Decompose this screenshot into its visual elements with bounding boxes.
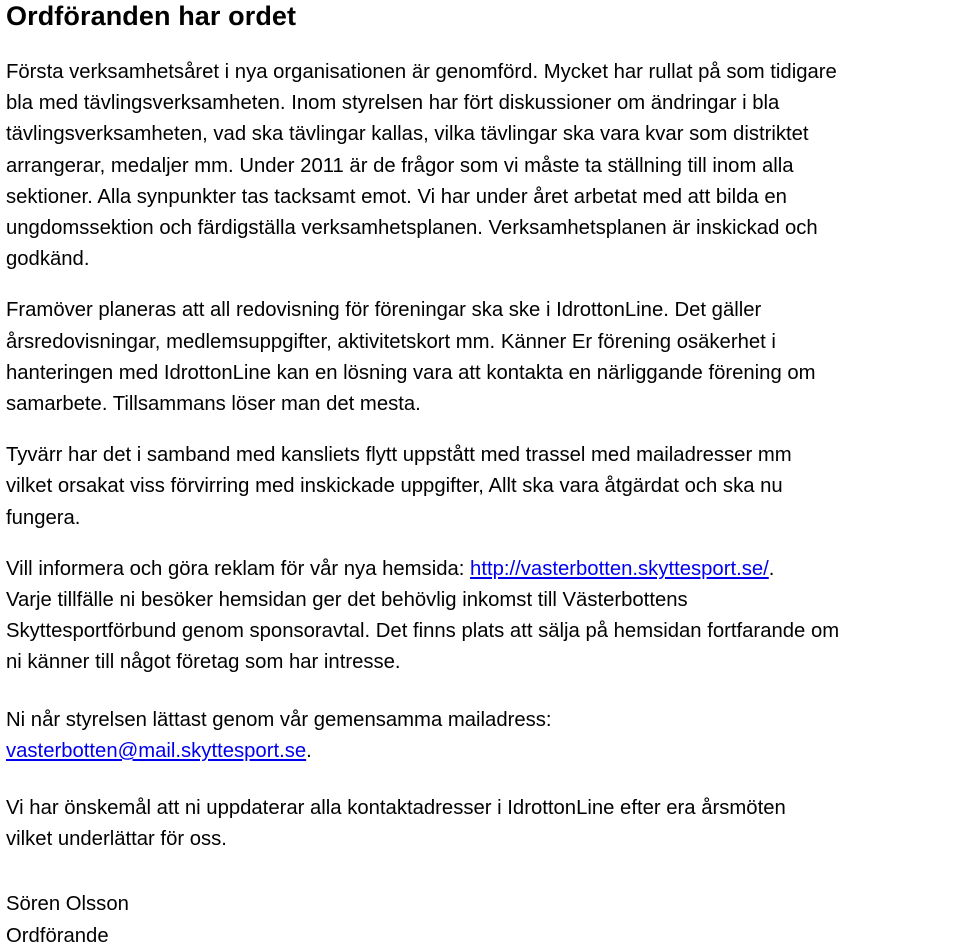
text-line: Framöver planeras att all redovisning för föreningar ska ske i IdrottonLine. Det gäller	[6, 299, 762, 322]
text-segment: .	[768, 557, 775, 580]
text-line: fungera.	[6, 506, 81, 529]
text-line: tävlingsverksamheten, vad ska tävlingar kallas, vilka tävlingar ska vara kvar som distriktet	[6, 123, 809, 146]
document-page	[6, 0, 960, 952]
text-line: vilket orsakat viss förvirring med inskickade uppgifter, Allt ska vara åtgärdat och ska nu	[6, 475, 783, 498]
paragraph-kontaktadresser	[6, 793, 960, 855]
email-link[interactable]: vasterbotten@mail.skyttesport.se	[6, 739, 307, 762]
paragraph-idrottonline	[6, 295, 960, 420]
text-line: hanteringen med IdrottonLine kan en lösning vara att kontakta en närliggande förening om	[6, 361, 816, 384]
text-line: Första verksamhetsåret i nya organisationen är genomförd. Mycket har rullat på som tidigare	[6, 61, 837, 83]
text-line: Vi har önskemål att ni uppdaterar alla kontaktadresser i IdrottonLine efter era årsmöten	[6, 797, 786, 820]
signature-name: Sören Olsson	[6, 893, 129, 916]
text-line: sektioner. Alla synpunkter tas tacksamt emot. Vi har under året arbetat med att bilda en	[6, 185, 787, 208]
signature-block	[6, 889, 960, 951]
text-segment: .	[306, 739, 312, 762]
page-title: Ordföranden har ordet	[6, 1, 297, 31]
text-line: Varje tillfälle ni besöker hemsidan ger det behövlig inkomst till Västerbottens	[6, 589, 688, 612]
text-line: samarbete. Tillsammans löser man det mesta.	[6, 393, 421, 416]
signature-role: Ordförande	[6, 924, 109, 947]
text-line: ni känner till något företag som har intresse.	[6, 651, 401, 674]
text-line: arrangerar, medaljer mm. Under 2011 är de frågor som vi måste ta ställning till inom alla	[6, 154, 794, 177]
paragraph-kansli	[6, 440, 960, 534]
paragraph-hemsida	[6, 554, 960, 679]
text-line: Tyvärr har det i samband med kansliets flytt uppstått med trassel med mailadresser mm	[6, 444, 792, 467]
text-line: Ni når styrelsen lättast genom vår gemensamma mailadress:	[6, 708, 552, 731]
text-line	[6, 736, 960, 767]
text-line: vilket underlättar för oss.	[6, 828, 227, 851]
website-link[interactable]: http://vasterbotten.skyttesport.se/	[470, 557, 769, 580]
text-line: årsredovisningar, medlemsuppgifter, aktivitetskort mm. Känner Er förening osäkerhet i	[6, 330, 776, 353]
text-line: ungdomssektion och färdigställa verksamhetsplanen. Verksamhetsplanen är inskickad och	[6, 217, 818, 240]
text-segment: Vill informera och göra reklam för vår nya hemsida:	[6, 557, 471, 580]
paragraph-mailadress	[6, 705, 960, 767]
text-line: godkänd.	[6, 248, 90, 271]
text-line	[6, 554, 960, 585]
text-line: Skyttesportförbund genom sponsoravtal. Det finns plats att sälja på hemsidan fortfarande om	[6, 620, 840, 643]
text-line: bla med tävlingsverksamheten. Inom styrelsen har fört diskussioner om ändringar i bla	[6, 92, 780, 115]
paragraph-intro	[6, 57, 960, 275]
